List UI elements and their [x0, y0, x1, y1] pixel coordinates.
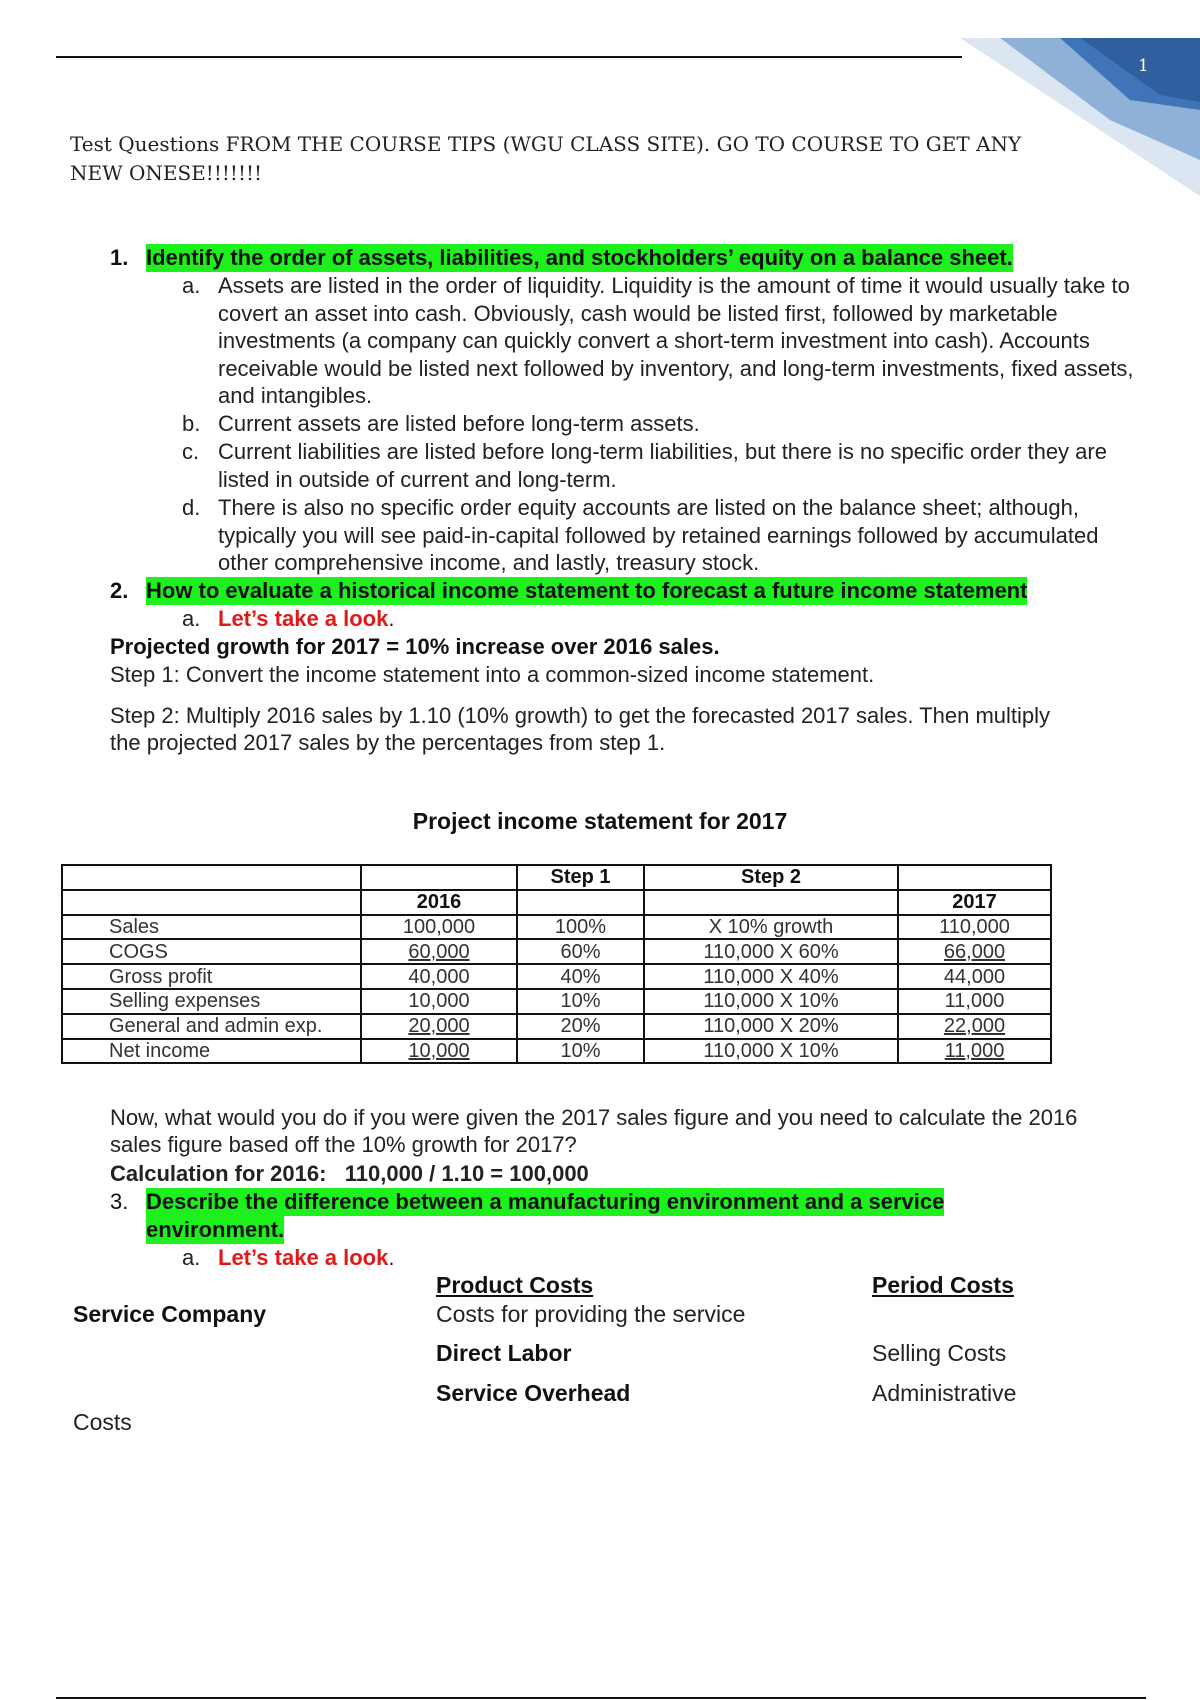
header-empty	[361, 865, 517, 890]
period-costs-header: Period Costs	[872, 1272, 1014, 1298]
row-label: Gross profit	[62, 964, 361, 989]
costs-label: Costs	[73, 1409, 132, 1435]
product-costs-header: Product Costs	[436, 1272, 594, 1298]
percent: 10%	[517, 1039, 644, 1064]
calculation: 110,000 X 40%	[644, 964, 898, 989]
header-empty	[644, 890, 898, 915]
page-number: 1	[1138, 56, 1149, 76]
table-row	[62, 915, 1051, 940]
q1-item-a-label: a.	[182, 273, 201, 298]
value-2017: 66,000	[898, 939, 1051, 964]
question-1	[110, 244, 1110, 272]
product-costs-description: Costs for providing the service	[436, 1301, 746, 1327]
value-2016: 60,000	[361, 939, 517, 964]
header-empty	[898, 865, 1051, 890]
q2-item-a-text: Let’s take a look	[218, 606, 389, 631]
q1-item-d	[182, 494, 1152, 578]
table-row	[62, 1014, 1051, 1039]
table-header-row-2	[62, 890, 1051, 915]
question-3-title-line-1: Describe the difference between a manufacturing environment and a service	[146, 1189, 945, 1214]
top-rule	[56, 56, 962, 58]
q3-item-a: a. Let’s take a look.	[182, 1245, 395, 1270]
percent: 60%	[517, 939, 644, 964]
q1-item-b-text: Current assets are listed before long-term assets.	[218, 411, 700, 436]
row-label: COGS	[62, 939, 361, 964]
percent: 10%	[517, 989, 644, 1014]
step-1-text: Step 1: Convert the income statement into a common-sized income statement.	[110, 662, 875, 687]
q1-item-c-text: Current liabilities are listed before long-term liabilities, but there is no specific order they are listed in outside of current and long-term.	[218, 439, 1107, 492]
table-row	[62, 1039, 1051, 1064]
selling-costs: Selling Costs	[872, 1340, 1007, 1366]
step-2-text: Step 2: Multiply 2016 sales by 1.10 (10% growth) to get the forecasted 2017 sales. Then multiply the projected 2017 sales by the percentages from step 1.	[110, 703, 1051, 755]
calculation-2016: Calculation for 2016: 110,000 / 1.10 = 100,000	[110, 1161, 589, 1186]
q2-item-a-label: a.	[182, 606, 201, 631]
percent: 40%	[517, 964, 644, 989]
value-2017: 11,000	[898, 1039, 1051, 1064]
q1-item-d-text: There is also no specific order equity accounts are listed on the balance sheet; although, typically you will see paid-in-capital followed by retained earnings followed by accumulated other comprehensive income, and lastly, treasury stock.	[218, 495, 1099, 575]
income-statement-table	[61, 864, 1052, 1064]
document-heading: Test Questions FROM THE COURSE TIPS (WGU CLASS SITE). GO TO COURSE TO GET ANY NEW ONESE!!!!!!!	[70, 132, 1022, 185]
row-label: Selling expenses	[62, 989, 361, 1014]
percent: 100%	[517, 915, 644, 940]
year-2016-header: 2016	[361, 890, 517, 915]
direct-labor: Direct Labor	[436, 1340, 572, 1366]
value-2017: 11,000	[898, 989, 1051, 1014]
header-empty	[62, 890, 361, 915]
q1-item-c	[182, 438, 1152, 494]
q1-item-c-label: c.	[182, 439, 200, 464]
table-row	[62, 989, 1051, 1014]
value-2017: 44,000	[898, 964, 1051, 989]
reverse-question: Now, what would you do if you were given the 2017 sales figure and you need to calculate the 2016 sales figure based off the 10% growth for 2017?	[110, 1105, 1078, 1157]
value-2016: 40,000	[361, 964, 517, 989]
q1-item-a	[182, 272, 1152, 412]
question-3-title-line-2: environment.	[146, 1217, 285, 1242]
percent: 20%	[517, 1014, 644, 1039]
question-1-title: Identify the order of assets, liabilities, and stockholders’ equity on a balance sheet.	[146, 245, 1013, 270]
calculation: 110,000 X 60%	[644, 939, 898, 964]
q3-item-a-text: Let’s take a look	[218, 1245, 389, 1270]
question-3	[110, 1188, 1110, 1244]
step-2-header: Step 2	[644, 865, 898, 890]
calculation: 110,000 X 10%	[644, 989, 898, 1014]
value-2016: 10,000	[361, 989, 517, 1014]
table-header-row-1	[62, 865, 1051, 890]
value-2017: 22,000	[898, 1014, 1051, 1039]
question-2-number: 2.	[110, 578, 129, 603]
question-2-title: How to evaluate a historical income statement to forecast a future income statement	[146, 578, 1028, 603]
question-3-number: 3.	[110, 1189, 129, 1214]
q3-item-a-label: a.	[182, 1245, 201, 1270]
question-2	[110, 577, 1110, 605]
calculation: 110,000 X 20%	[644, 1014, 898, 1039]
value-2016: 20,000	[361, 1014, 517, 1039]
row-label: General and admin exp.	[62, 1014, 361, 1039]
value-2017: 110,000	[898, 915, 1051, 940]
administrative: Administrative	[872, 1380, 1017, 1406]
q1-item-b	[182, 410, 1152, 438]
row-label: Net income	[62, 1039, 361, 1064]
projected-growth: Projected growth for 2017 = 10% increase over 2016 sales.	[110, 634, 720, 659]
q1-item-d-label: d.	[182, 495, 201, 520]
header-empty	[62, 865, 361, 890]
table-row	[62, 964, 1051, 989]
q1-item-a-text: Assets are listed in the order of liquidity. Liquidity is the amount of time it would usually take to covert an asset into cash. Obviously, cash would be listed first, followed by marketable investments (a company can quickly convert a short-term investment into cash). Accounts receivable would be listed next followed by inventory, and long-term investments, fixed assets, and intangibles.	[218, 273, 1134, 408]
table-title: Project income statement for 2017	[412, 808, 788, 834]
value-2016: 100,000	[361, 915, 517, 940]
service-overhead: Service Overhead	[436, 1380, 631, 1406]
q1-item-b-label: b.	[182, 411, 201, 436]
calculation: X 10% growth	[644, 915, 898, 940]
calculation: 110,000 X 10%	[644, 1039, 898, 1064]
year-2017-header: 2017	[898, 890, 1051, 915]
bottom-rule	[56, 1697, 1146, 1699]
value-2016: 10,000	[361, 1039, 517, 1064]
q2-item-a: a. Let’s take a look.	[182, 606, 395, 631]
row-label: Sales	[62, 915, 361, 940]
question-1-number: 1.	[110, 245, 129, 270]
service-company-label: Service Company	[73, 1301, 267, 1327]
header-empty	[517, 890, 644, 915]
step-1-header: Step 1	[517, 865, 644, 890]
table-row	[62, 939, 1051, 964]
